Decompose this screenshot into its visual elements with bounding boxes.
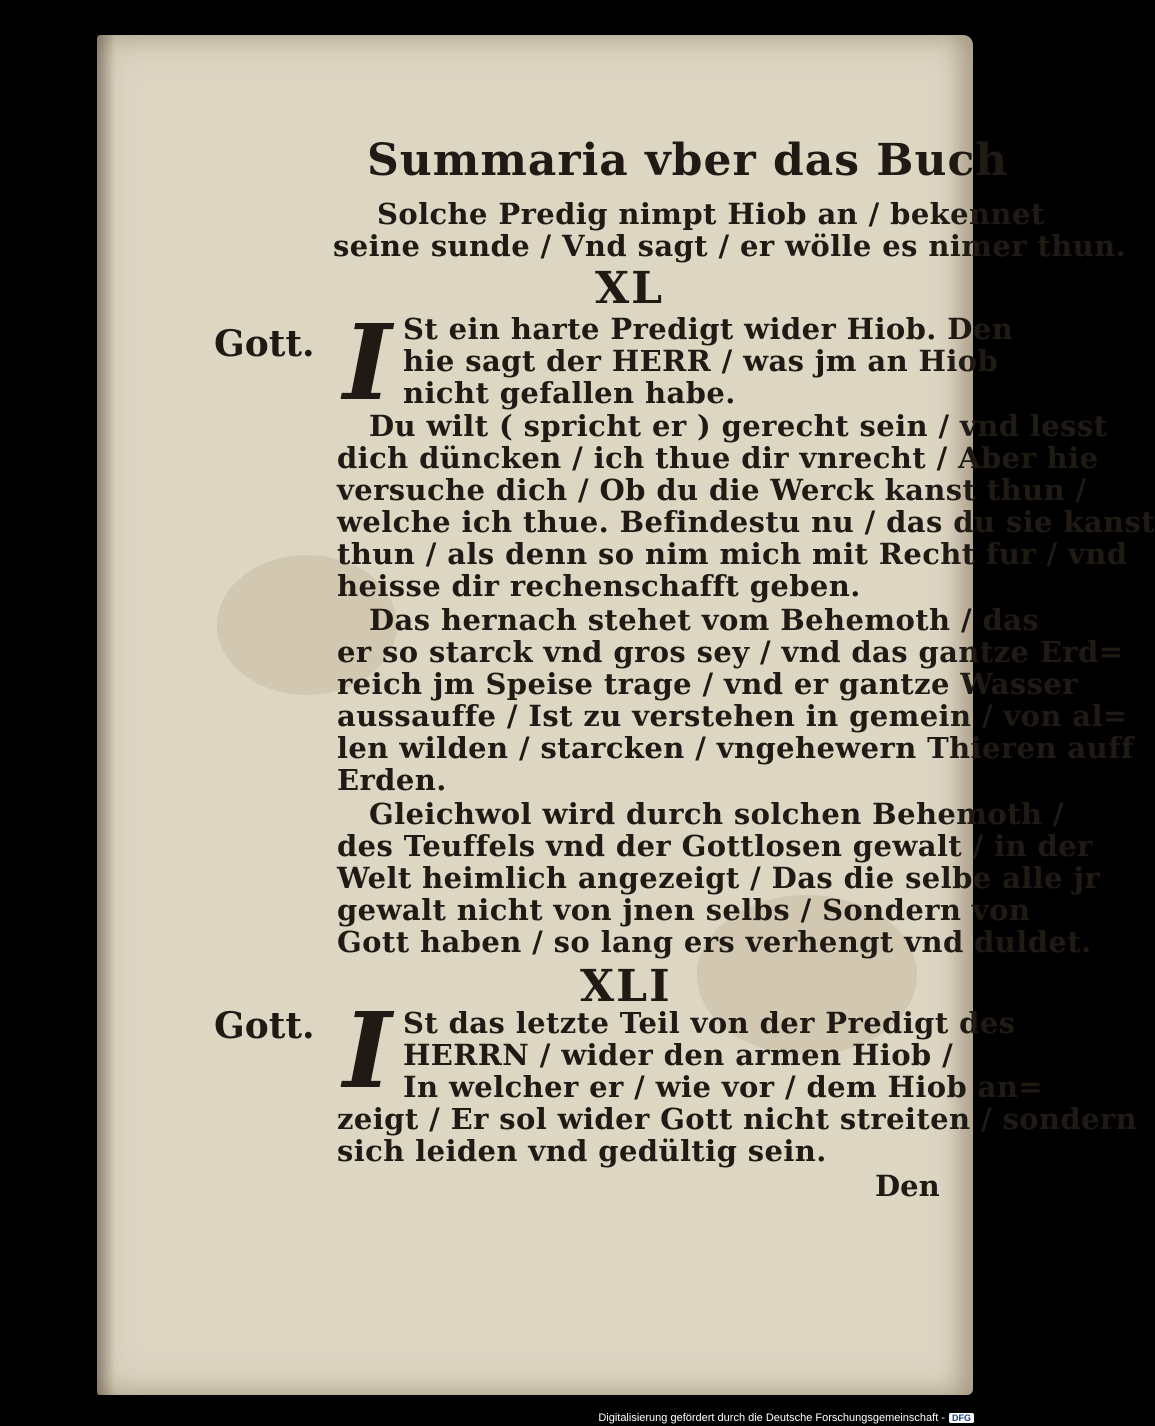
text-line: St ein harte Predigt wider Hiob. Den [403,312,1014,346]
text-line: Welt heimlich angezeigt / Das die selbe alle jr [337,861,1101,895]
text-line: sich leiden vnd gedültig sein. [337,1134,827,1168]
dfg-logo: DFG [949,1413,974,1423]
text-line: zeigt / Er sol wider Gott nicht streiten / sondern [337,1102,1138,1136]
text-line: heisse dir rechenschafft geben. [337,569,861,603]
text-line: welche ich thue. Befindestu nu / das du sie kanst [337,505,1155,539]
text-line: versuche dich / Ob du die Werck kanst thun / [337,473,1087,507]
decorated-initial: I [343,989,392,1112]
marginal-note: Gott. [214,1005,315,1047]
text-line: Du wilt ( spricht er ) gerecht sein / vnd lesst [369,409,1108,443]
running-head: Summaria vber das Buch [367,135,1009,186]
text-line: Gleichwol wird durch solchen Behemoth / [369,797,1064,831]
text-line: St das letzte Teil von der Predigt des [403,1006,1016,1040]
text-line: des Teuffels vnd der Gottlosen gewalt / in der [337,829,1093,863]
chapter-numeral: XL [595,263,665,314]
text-line: dich düncken / ich thue dir vnrecht / Aber hie [337,441,1099,475]
chapter-numeral: XLI [580,961,672,1012]
intro-line: Solche Predig nimpt Hiob an / bekennet [377,197,1045,231]
text-line: Das hernach stehet vom Behemoth / das [369,603,1040,637]
text-line: reich jm Speise trage / vnd er gantze Wasser [337,667,1078,701]
text-line: HERRN / wider den armen Hiob / [403,1038,954,1072]
text-line: aussauffe / Ist zu verstehen in gemein / von al= [337,699,1128,733]
text-line: Gott haben / so lang ers verhengt vnd duldet. [337,925,1092,959]
book-page [97,35,1155,1395]
text-line: len wilden / starcken / vngehewern Thieren auff [337,731,1134,765]
footer-text: Digitalisierung gefördert durch die Deutsche Forschungsgemeinschaft - [598,1412,945,1424]
decorated-initial: I [343,301,392,424]
text-line: thun / als denn so nim mich mit Recht fur / vnd [337,537,1128,571]
marginal-note: Gott. [214,323,315,365]
text-line: Erden. [337,763,447,797]
text-line: gewalt nicht von jnen selbs / Sondern von [337,893,1031,927]
digitization-footer [598,1412,974,1424]
text-line: hie sagt der HERR / was jm an Hiob [403,344,999,378]
text-line: er so starck vnd gros sey / vnd das gantze Erd= [337,635,1124,669]
text-line: nicht gefallen habe. [403,376,736,410]
intro-line: seine sunde / Vnd sagt / er wölle es nimer thun. [333,229,1127,263]
text-line: In welcher er / wie vor / dem Hiob an= [403,1070,1044,1104]
page-spine-shadow [97,35,115,1395]
catchword: Den [875,1169,940,1203]
